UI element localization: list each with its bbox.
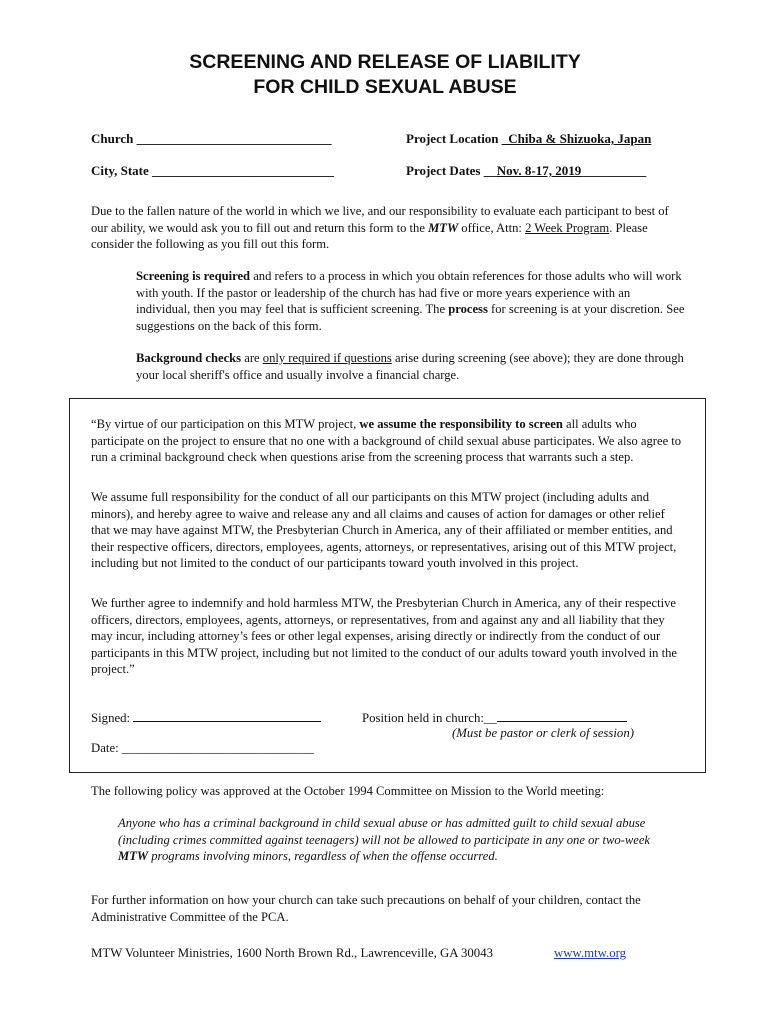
project-dates-field — [406, 163, 646, 179]
footer-address: MTW Volunteer Ministries, 1600 North Brown Rd., Lawrenceville, GA 30043 — [91, 946, 493, 960]
screening-bold: Screening is required — [136, 269, 251, 283]
position-line[interactable] — [497, 709, 627, 722]
agreement-paragraph-1 — [91, 416, 683, 466]
footer-website-link[interactable]: www.mtw.org — [554, 946, 627, 960]
position-label: Position held in church: — [362, 711, 484, 725]
position-blank: __ — [483, 711, 497, 725]
intro-attn: 2 Week Program — [525, 220, 610, 235]
city-state-blank[interactable]: ____________________________ — [152, 163, 335, 178]
title-line-1: SCREENING AND RELEASE OF LIABILITY — [189, 51, 581, 73]
background-underlined: only required if questions — [262, 351, 392, 365]
project-location-value: _Chiba & Shizuoka, Japan — [501, 131, 652, 146]
further-info: For further information on how your church can take such precautions on behalf of your children, contact the Administrative Committee of the PCA. — [91, 893, 641, 924]
church-field[interactable] — [91, 131, 332, 147]
intro-text-2: office, Attn: — [458, 220, 526, 235]
project-dates-post: __________ — [581, 163, 647, 178]
agreement-p1-bold: we assume the responsibility to screen — [359, 417, 563, 431]
project-dates-label: Project Dates — [406, 163, 481, 178]
position-field[interactable] — [362, 709, 627, 726]
policy-intro: The following policy was approved at the October 1994 Committee on Mission to the World meeting: — [91, 784, 605, 798]
screening-process: process — [448, 302, 488, 316]
intro-text-1: Due to the fallen nature of the world in which we live, and our responsibility to evaluate each participant to best of our ability, we would ask you to fill out and return this form to the — [91, 204, 669, 235]
intro-paragraph — [91, 203, 681, 253]
project-dates-pre: __ — [483, 163, 497, 178]
background-text-2: arise during screening (see above); they are done through your local sheriff's office and usually involve a financial charge. — [136, 351, 684, 382]
policy-quote-mtw: MTW — [118, 849, 149, 863]
city-state-field[interactable] — [91, 163, 334, 179]
project-location-field — [406, 131, 651, 147]
background-paragraph — [136, 350, 686, 383]
city-state-label: City, State — [91, 163, 149, 178]
church-blank[interactable]: ______________________________ — [136, 131, 332, 146]
background-bold: Background checks — [136, 351, 242, 365]
screening-paragraph — [136, 268, 686, 334]
date-blank[interactable]: ______________________________ — [121, 741, 314, 755]
agreement-p1-a: “By virtue of our participation on this MTW project, — [91, 417, 360, 431]
signed-field[interactable] — [91, 709, 321, 726]
signature-line[interactable] — [133, 709, 321, 722]
agreement-p1-c: all adults who participate on the project to ensure that no one with a background of child sexual abuse participates. We also agree to run a criminal background check when questions arise from the screening process that warrants such a step. — [91, 417, 682, 464]
background-text-1: are — [241, 351, 263, 365]
intro-text-3: . Please consider the following as you fill out this form. — [91, 220, 648, 251]
agreement-paragraph-3: We further agree to indemnify and hold harmless MTW, the Presbyterian Church in America, any of their respective officers, directors, employees, agents, attorneys, or representatives, from and against any and all liability that they may incur, including attorney’s fees or other legal expenses, arising directly or indirectly from the conduct of our participants in this MTW project, including but not limited to the conduct of our adults toward youth involved in the project.” — [91, 596, 677, 676]
title-line-2: FOR CHILD SEXUAL ABUSE — [253, 76, 517, 98]
date-label: Date: — [91, 741, 119, 755]
position-note: (Must be pastor or clerk of session) — [452, 726, 634, 740]
policy-quote-2: programs involving minors, regardless of when the offense occurred. — [148, 849, 498, 863]
policy-quote-1: Anyone who has a criminal background in child sexual abuse or has admitted guilt to child sexual abuse (including crimes committed against teenagers) will not be allowed to participate in any one or two-week — [118, 816, 650, 847]
screening-text-2: for screening is at your discretion. See suggestions on the back of this form. — [136, 302, 685, 333]
screening-text-1: and refers to a process in which you obtain references for those adults who will work with youth. If the pastor or leadership of the church has had five or more years experience with an individual, then you may feel that is sufficient screening. The — [136, 269, 682, 316]
church-label: Church — [91, 131, 134, 146]
policy-quote — [118, 815, 658, 865]
date-field[interactable] — [91, 741, 314, 756]
signed-label: Signed: — [91, 711, 131, 725]
project-location-label: Project Location — [406, 131, 499, 146]
agreement-paragraph-2: We assume full responsibility for the conduct of all our participants on this MTW project (including adults and minors), and hereby agree to waive and release any and all claims and causes of action for damages or other relief that we may have against MTW, the Presbyterian Church in America, any of their affiliated or member entities, and their respective officers, directors, employees, agents, attorneys, or representatives, arising out of this MTW project, including but not limited to the conduct of our participants toward youth involved in this project. — [91, 490, 677, 570]
project-dates-value: Nov. 8-17, 2019 — [496, 163, 582, 178]
document-title — [0, 50, 770, 100]
intro-mtw: MTW — [428, 220, 459, 235]
